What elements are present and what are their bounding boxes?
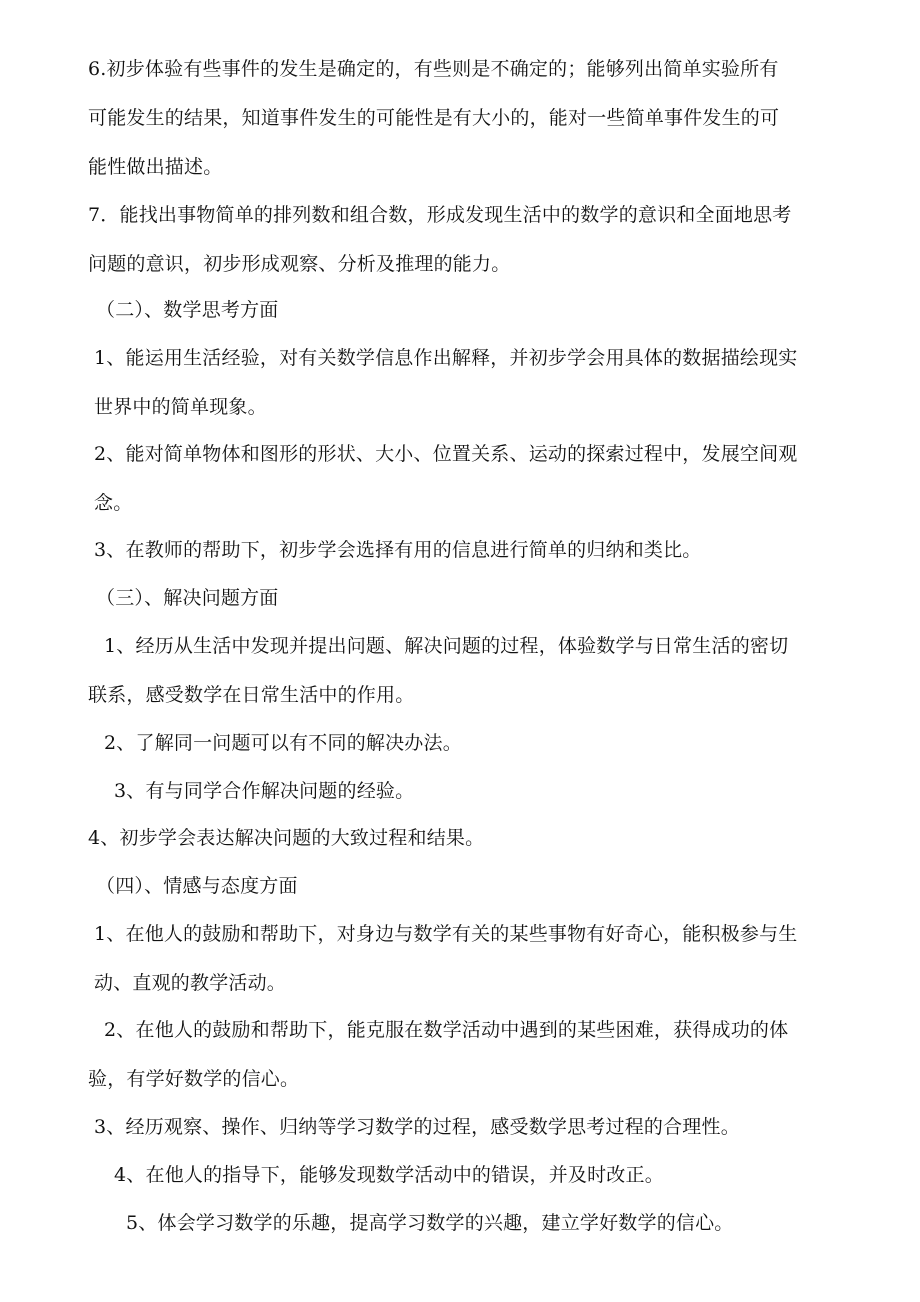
text-line: 验，有学好数学的信心。 [88,1068,300,1090]
text-line: 1、在他人的鼓励和帮助下，对身边与数学有关的某些事物有好奇心，能积极参与生 [94,923,798,945]
section-heading: （四）、情感与态度方面 [96,875,298,897]
section-heading: （三）、解决问题方面 [96,587,279,609]
section-heading: （二）、数学思考方面 [96,299,279,321]
text-line: 世界中的简单现象。 [94,396,267,418]
text-line: 4、初步学会表达解决问题的大致过程和结果。 [88,827,485,849]
text-line: 3、经历观察、操作、归纳等学习数学的过程，感受数学思考过程的合理性。 [94,1116,740,1138]
text-line: 2、了解同一问题可以有不同的解决办法。 [104,732,462,754]
text-line: 问题的意识，初步形成观察、分析及推理的能力。 [88,253,511,275]
text-line: 3、在教师的帮助下，初步学会选择有用的信息进行简单的归纳和类比。 [94,539,702,561]
text-line: 3、有与同学合作解决问题的经验。 [114,780,415,802]
text-line: 能性做出描述。 [88,156,223,178]
text-line: 动、直观的教学活动。 [94,972,287,994]
text-line: 可能发生的结果，知道事件发生的可能性是有大小的，能对一些简单事件发生的可 [88,107,780,129]
text-line: 1、能运用生活经验，对有关数学信息作出解释，并初步学会用具体的数据描绘现实 [94,347,798,369]
text-line: 2、能对简单物体和图形的形状、大小、位置关系、运动的探索过程中，发展空间观 [94,443,798,465]
text-line: 1、经历从生活中发现并提出问题、解决问题的过程，体验数学与日常生活的密切 [104,635,789,657]
text-line: 联系，感受数学在日常生活中的作用。 [88,684,415,706]
text-line: 2、在他人的鼓励和帮助下，能克服在数学活动中遇到的某些困难，获得成功的体 [104,1019,789,1041]
text-line: 7．能找出事物简单的排列数和组合数，形成发现生活中的数学的意识和全面地思考 [88,204,792,226]
text-line: 4、在他人的指导下，能够发现数学活动中的错误，并及时改正。 [114,1164,664,1186]
text-line: 5、体会学习数学的乐趣，提高学习数学的兴趣，建立学好数学的信心。 [126,1212,734,1234]
text-line: 念。 [94,492,133,514]
text-line: 6.初步体验有些事件的发生是确定的，有些则是不确定的；能够列出简单实验所有 [88,58,779,80]
